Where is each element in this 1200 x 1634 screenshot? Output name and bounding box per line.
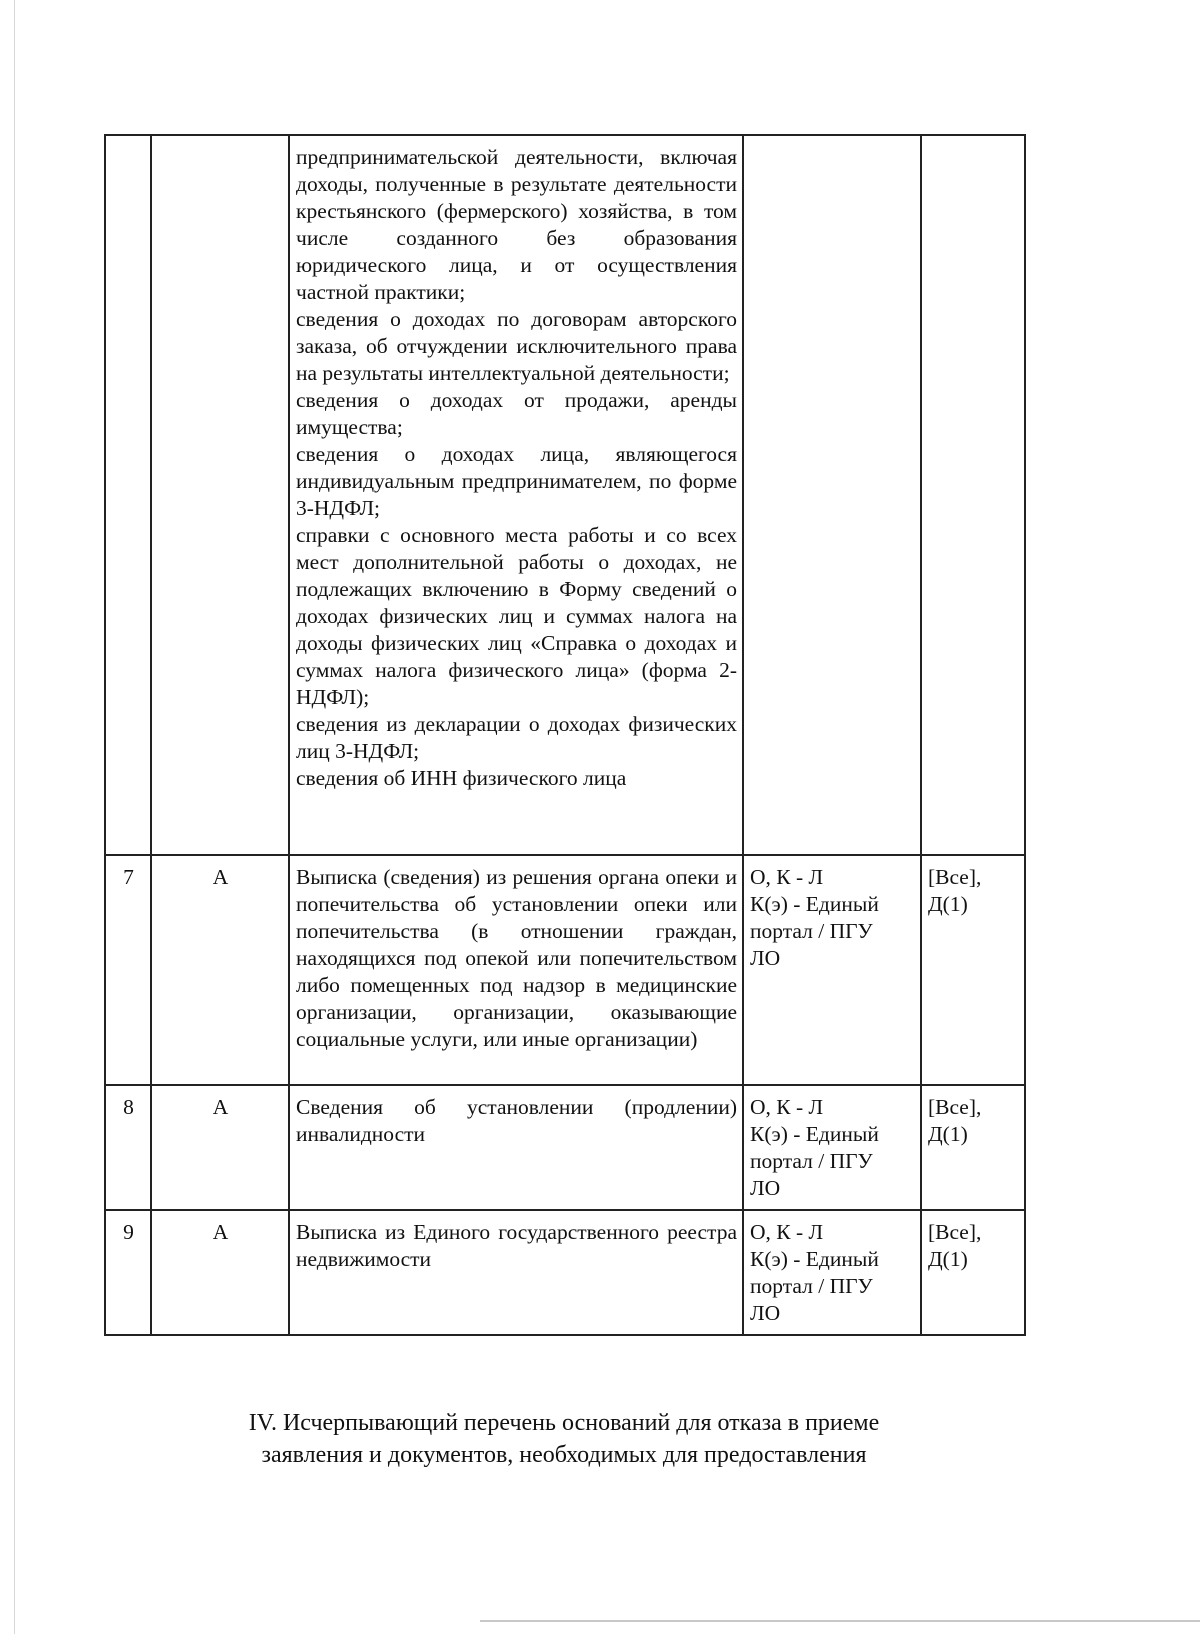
applicants-line: Д(1) xyxy=(928,1247,968,1271)
mode-line: О, К - Л xyxy=(750,865,824,889)
applicants-line: Д(1) xyxy=(928,892,968,916)
row-applicants xyxy=(921,135,1025,855)
row-category xyxy=(151,135,289,855)
row-category: А xyxy=(151,855,289,1085)
documents-table xyxy=(104,134,1026,1336)
row-mode xyxy=(743,1210,921,1335)
description-paragraph: сведения о доходах по договорам авторского заказа, об отчуждении исключительного права на результаты интеллектуальной деятельности; xyxy=(296,307,737,385)
description-paragraph: предпринимательской деятельности, включая доходы, полученные в результате деятельности крестьянского (фермерского) хозяйства, в том числе созданного без образования юридического лица, и от осуществления частной практики; xyxy=(296,145,737,304)
description-paragraph: сведения об ИНН физического лица xyxy=(296,766,627,790)
table-row xyxy=(105,1210,1025,1335)
row-description xyxy=(289,855,743,1085)
row-description xyxy=(289,1210,743,1335)
section-heading-line: IV. Исчерпывающий перечень оснований для отказа в приеме xyxy=(248,1410,880,1436)
mode-line: портал / ПГУ xyxy=(750,1274,873,1298)
description-paragraph: Выписка (сведения) из решения органа опеки и попечительства об установлении опеки или попечительства (в отношении граждан, находящихся под опекой или попечительством либо помещенных под надзор в медицинские организации, организации, оказывающие социальные услуги, или иные организации) xyxy=(296,865,737,1051)
scan-edge xyxy=(480,1620,1200,1622)
description-paragraph: справки с основного места работы и со всех мест дополнительной работы о доходах, не подлежащих включению в Форму сведений о доходах физических лиц и суммах налога на доходы физических лиц «Справка о доходах и суммах налога физического лица» (форма 2-НДФЛ); xyxy=(296,523,737,709)
table-row-continuation xyxy=(105,135,1025,855)
mode-line: К(э) - Единый xyxy=(750,1122,879,1146)
row-mode xyxy=(743,1085,921,1210)
table-row xyxy=(105,1085,1025,1210)
row-mode xyxy=(743,855,921,1085)
description-paragraph: сведения из декларации о доходах физических лиц 3-НДФЛ; xyxy=(296,712,737,763)
row-category: А xyxy=(151,1210,289,1335)
row-number: 9 xyxy=(105,1210,151,1335)
row-description xyxy=(289,1085,743,1210)
applicants-line: [Все], xyxy=(928,1220,982,1244)
row-applicants xyxy=(921,855,1025,1085)
description-paragraph: сведения о доходах от продажи, аренды имущества; xyxy=(296,388,737,439)
mode-line: портал / ПГУ xyxy=(750,1149,873,1173)
row-applicants xyxy=(921,1085,1025,1210)
row-number: 8 xyxy=(105,1085,151,1210)
row-category: А xyxy=(151,1085,289,1210)
row-mode xyxy=(743,135,921,855)
description-paragraph: Сведения об установлении (продлении) инвалидности xyxy=(296,1095,737,1146)
mode-line: портал / ПГУ xyxy=(750,919,873,943)
description-paragraph: сведения о доходах лица, являющегося индивидуальным предпринимателем, по форме 3-НДФЛ; xyxy=(296,442,737,520)
mode-line: ЛО xyxy=(750,1176,781,1200)
scan-edge xyxy=(14,0,15,1634)
mode-line: О, К - Л xyxy=(750,1220,824,1244)
mode-line: ЛО xyxy=(750,946,781,970)
row-applicants xyxy=(921,1210,1025,1335)
mode-line: К(э) - Единый xyxy=(750,892,879,916)
row-description xyxy=(289,135,743,855)
mode-line: ЛО xyxy=(750,1301,781,1325)
applicants-line: Д(1) xyxy=(928,1122,968,1146)
section-heading xyxy=(104,1407,1024,1471)
applicants-line: [Все], xyxy=(928,1095,982,1119)
row-number xyxy=(105,135,151,855)
mode-line: К(э) - Единый xyxy=(750,1247,879,1271)
section-heading-line: заявления и документов, необходимых для предоставления xyxy=(261,1442,867,1468)
mode-line: О, К - Л xyxy=(750,1095,824,1119)
table-row xyxy=(105,855,1025,1085)
description-paragraph: Выписка из Единого государственного реестра недвижимости xyxy=(296,1220,737,1271)
applicants-line: [Все], xyxy=(928,865,982,889)
row-number: 7 xyxy=(105,855,151,1085)
